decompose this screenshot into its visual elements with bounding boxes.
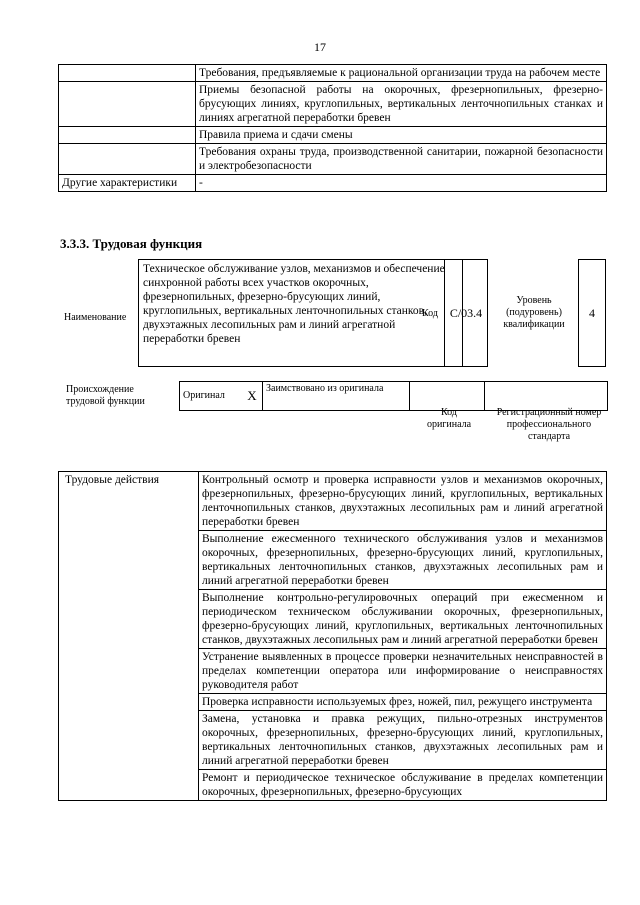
other-characteristics-label: Другие характеристики [59, 175, 196, 192]
action-cell: Контрольный осмотр и проверка исправности узлов и механизмов окорочных, фрезернопильных, фрезерно-брусующих линий, круглопильных, вертикальных ленточнопильных станков, двухэтажных лесопильных рам и линий агрегатной переработки бревен [199, 472, 607, 531]
action-cell: Устранение выявленных в процессе проверки незначительных неисправностей в пределах компетенции оператора или информирование о неисправностях руководителя работ [199, 649, 607, 694]
requirement-cell: Требования, предъявляемые к рациональной организации труда на рабочем месте [196, 65, 607, 82]
action-cell: Проверка исправности используемых фрез, ножей, пил, режущего инструмента [199, 694, 607, 711]
function-code-box: C/03.4 [444, 259, 488, 367]
action-cell: Выполнение ежесменного технического обслуживания узлов и механизмов окорочных, фрезернопильных, фрезерно-брусующих линий, круглопильных, вертикальных ленточнопильных станков, двухэтажных лесопильных рам и линий агрегатной переработки бревен [199, 531, 607, 590]
name-label: Наименование [64, 312, 127, 323]
requirement-cell: Правила приема и сдачи смены [196, 127, 607, 144]
actions-table [58, 471, 607, 801]
original-mark: X [242, 382, 263, 411]
other-characteristics-value: - [196, 175, 607, 192]
registration-caption: Регистрационный номер профессионального стандарта [496, 407, 602, 442]
action-cell: Ремонт и периодическое техническое обслуживание в пределах компетенции окорочных, фрезернопильных, фрезерно-брусующих [199, 770, 607, 801]
level-box: 4 [578, 259, 606, 367]
actions-label: Трудовые действия [59, 472, 199, 801]
action-cell: Замена, установка и правка режущих, пильно-отрезных инструментов окорочных, фрезернопильных, фрезерно-брусующих линий, круглопильных, вертикальных ленточнопильных станков, двухэтажных лесопильных рам и линий агрегатной переработки бревен [199, 711, 607, 770]
table-row [59, 472, 607, 531]
requirement-cell: Приемы безопасной работы на окорочных, фрезернопильных, фрезерно-брусующих линиях, круглопильных, вертикальных ленточнопильных станках и линиях агрегатной переработки бревен [196, 82, 607, 127]
origin-label: Происхождение трудовой функции [66, 384, 145, 407]
function-name-box: Техническое обслуживание узлов, механизмов и обеспечение синхронной работы всех участков окорочных, фрезернопильных, фрезерно-брусующих линий, круглопильных, вертикальных ленточнопильных станков, двухэтажных лесопильных рам и линий агрегатной переработки бревен [138, 259, 463, 367]
requirement-cell: Требования охраны труда, производственной санитарии, пожарной безопасности и электробезопасности [196, 144, 607, 175]
code-caption: Код оригинала [426, 407, 472, 430]
section-title: 3.3.3. Трудовая функция [60, 236, 203, 251]
code-label: Код [422, 308, 438, 319]
page-number: 17 [314, 40, 326, 54]
action-cell: Выполнение контрольно-регулировочных операций при ежесменном и периодическом техническом обслуживании окорочных, фрезернопильных, фрезерно-брусующих линий, круглопильных, вертикальных ленточнопильных станков, двухэтажных лесопильных рам и линий агрегатной переработки бревен [199, 590, 607, 649]
borrowed-cell: Заимствовано из оригинала [263, 382, 410, 411]
original-cell: Оригинал [180, 382, 243, 411]
level-label: Уровень (подуровень) квалификации [503, 295, 565, 330]
